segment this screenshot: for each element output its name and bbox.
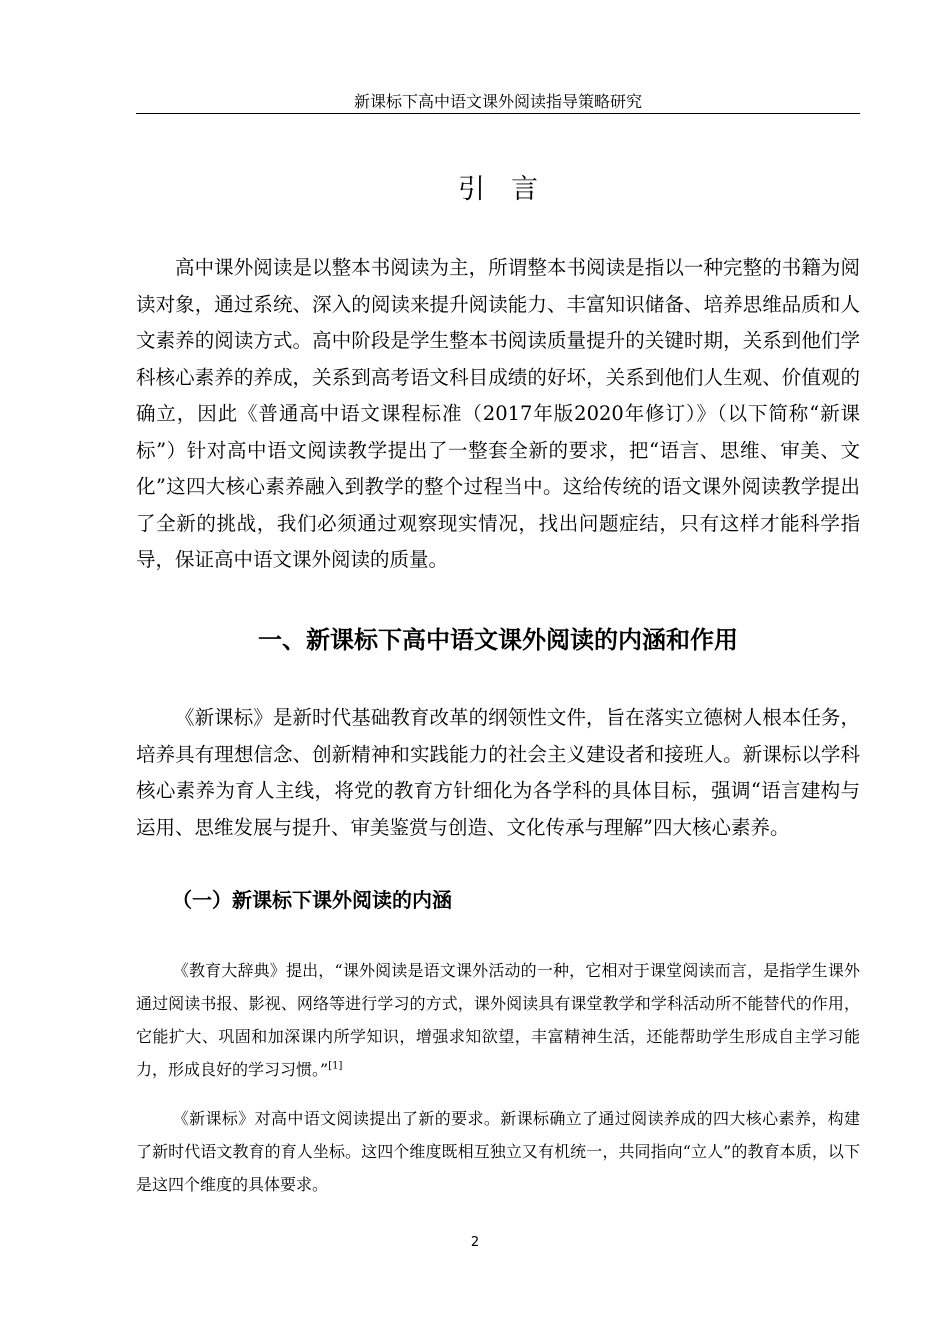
definition-text: 《教育大辞典》提出，“课外阅读是语文课外活动的一种，它相对于课堂阅读而言，是指学生课外通过阅读书报、影视、网络等进行学习的方式，课外阅读具有课堂教学和学科活动所不能替代的作用，它能扩大、巩固和加深课内所学知识，增强求知欲望，丰富精神生活，还能帮助学生形成自主学习能力，形成良好的学习习惯。” (136, 961, 860, 1079)
citation-marker: [1] (328, 1060, 343, 1072)
section-heading: 一、新课标下高中语文课外阅读的内涵和作用 (258, 626, 738, 654)
section-paragraph: 《新课标》是新时代基础教育改革的纲领性文件，旨在落实立德树人根本任务，培养具有理想信念、创新精神和实践能力的社会主义建设者和接班人。新课标以学科核心素养为育人主线，将党的教育方针细化为各学科的具体目标，强调“语言建构与运用、思维发展与提升、审美鉴赏与创造、文化传承与理解”四大核心素养。 (136, 706, 860, 839)
header-rule (136, 113, 860, 114)
subsection-heading: （一）新课标下课外阅读的内涵 (172, 888, 452, 912)
page-number: 2 (470, 1235, 480, 1250)
requirements-paragraph: 《新课标》对高中语文阅读提出了新的要求。新课标确立了通过阅读养成的四大核心素养，构建了新时代语文教育的育人坐标。这四个维度既相互独立又有机统一，共同指向“立人”的教育本质，以下是这四个维度的具体要求。 (136, 1109, 860, 1194)
intro-title: 引言 (458, 174, 564, 205)
definition-paragraph (136, 954, 860, 1086)
running-header: 新课标下高中语文课外阅读指导策略研究 (353, 92, 642, 111)
intro-paragraph: 高中课外阅读是以整本书阅读为主，所谓整本书阅读是指以一种完整的书籍为阅读对象，通过系统、深入的阅读来提升阅读能力、丰富知识储备、培养思维品质和人文素养的阅读方式。高中阶段是学生整本书阅读质量提升的关键时期，关系到他们学科核心素养的养成，关系到高考语文科目成绩的好坏，关系到他们人生观、价值观的确立，因此《普通高中语文课程标准（2017年版2020年修订）》（以下简称“新课标”）针对高中语文阅读教学提出了一整套全新的要求，把“语言、思维、审美、文化”这四大核心素养融入到教学的整个过程当中。这给传统的语文课外阅读教学提出了全新的挑战，我们必须通过观察现实情况，找出问题症结，只有这样才能科学指导，保证高中语文课外阅读的质量。 (136, 256, 860, 571)
